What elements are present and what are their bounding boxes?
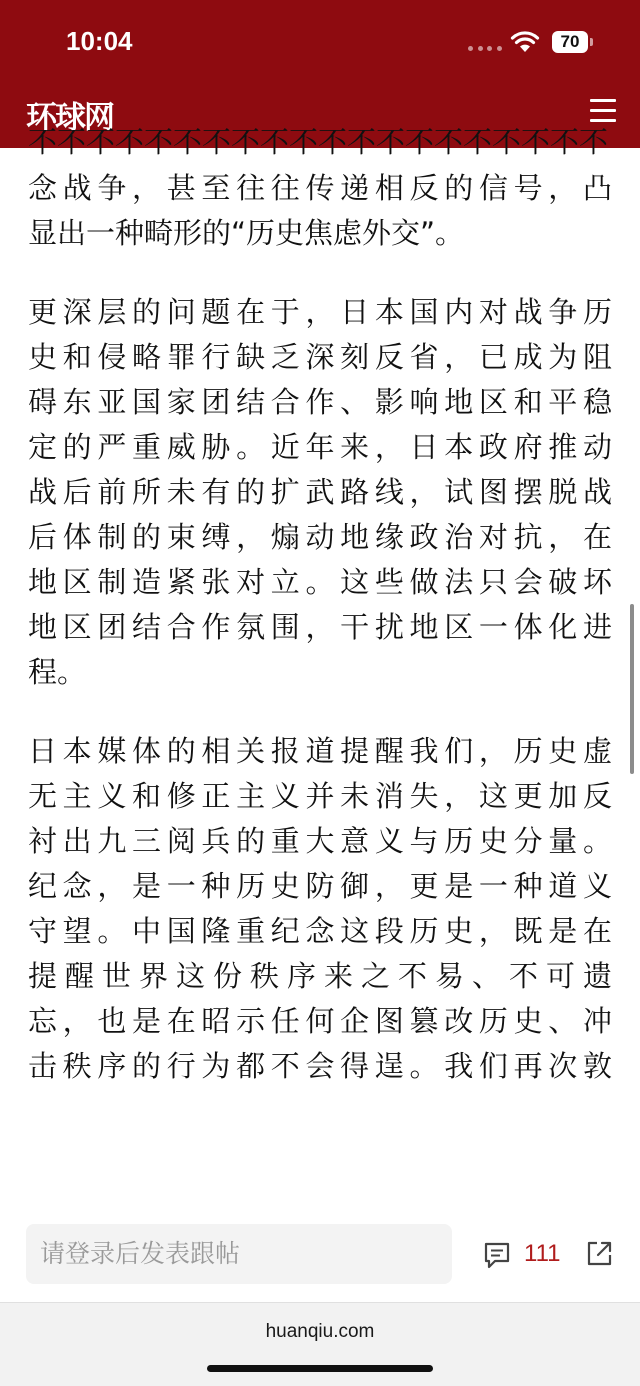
article-line: 程。 — [28, 655, 87, 689]
menu-icon[interactable] — [590, 99, 616, 123]
article-line: 后体制的束缚，煽动地缘政治对抗，在 — [28, 520, 612, 554]
article-line: 地区团结合作氛围，干扰地区一体化进 — [28, 610, 612, 644]
battery-indicator — [552, 31, 588, 53]
home-indicator[interactable] — [207, 1365, 433, 1372]
article-line: 纪念，是一种历史防御，更是一种道义 — [28, 869, 612, 903]
partial-line: 不不不不不不不不不不不不不不不不不不不不 — [28, 125, 609, 159]
article-line: 更深层的问题在于，日本国内对战争历 — [28, 295, 612, 329]
article-line: 地区制造紧张对立。这些做法只会破坏 — [28, 565, 612, 599]
article-line: 定的严重威胁。近年来，日本政府推动 — [28, 430, 612, 464]
article-line: 日本媒体的相关报道提醒我们，历史虚 — [28, 734, 612, 768]
article-line: 念战争，甚至往往传递相反的信号，凸 — [28, 171, 612, 205]
comment-icon[interactable] — [482, 1240, 512, 1270]
article-line: 提醒世界这份秩序来之不易、不可遗 — [28, 959, 612, 993]
comment-input[interactable]: 请登录后发表跟帖 — [26, 1224, 452, 1284]
article-body — [28, 125, 612, 1210]
article-line: 忘，也是在昭示任何企图篡改历史、冲 — [28, 1004, 612, 1038]
comment-count[interactable]: 111 — [524, 1240, 561, 1267]
share-icon[interactable] — [584, 1238, 614, 1268]
article-line: 击秩序的行为都不会得逞。我们再次敦 — [28, 1049, 612, 1083]
article-line: 显出一种畸形的“历史焦虑外交”。 — [28, 216, 465, 250]
status-time: 10:04 — [66, 26, 133, 56]
paragraph-2 — [28, 290, 612, 695]
article-line: 史和侵略罪行缺乏深刻反省，已成为阻 — [28, 340, 612, 374]
article-line: 衬出九三阅兵的重大意义与历史分量。 — [28, 824, 612, 858]
paragraph-1 — [28, 166, 612, 256]
article-line: 战后前所未有的扩武路线，试图摆脱战 — [28, 475, 612, 509]
wifi-icon — [510, 30, 540, 54]
battery-tip — [590, 38, 593, 46]
url-text[interactable]: huanqiu.com — [265, 1321, 375, 1342]
comment-bar — [0, 1210, 640, 1302]
article-line: 无主义和修正主义并未消失，这更加反 — [28, 779, 612, 813]
article-line: 守望。中国隆重纪念这段历史，既是在 — [28, 914, 612, 948]
scrollbar[interactable] — [630, 604, 634, 774]
paragraph-3 — [28, 729, 612, 1089]
site-logo[interactable]: 环球网 — [26, 100, 113, 136]
article-line: 碍东亚国家团结合作、影响地区和平稳 — [28, 385, 612, 419]
browser-url-bar[interactable] — [0, 1302, 640, 1386]
battery-level: 70 — [560, 32, 580, 51]
cellular-signal-icon — [468, 46, 502, 52]
